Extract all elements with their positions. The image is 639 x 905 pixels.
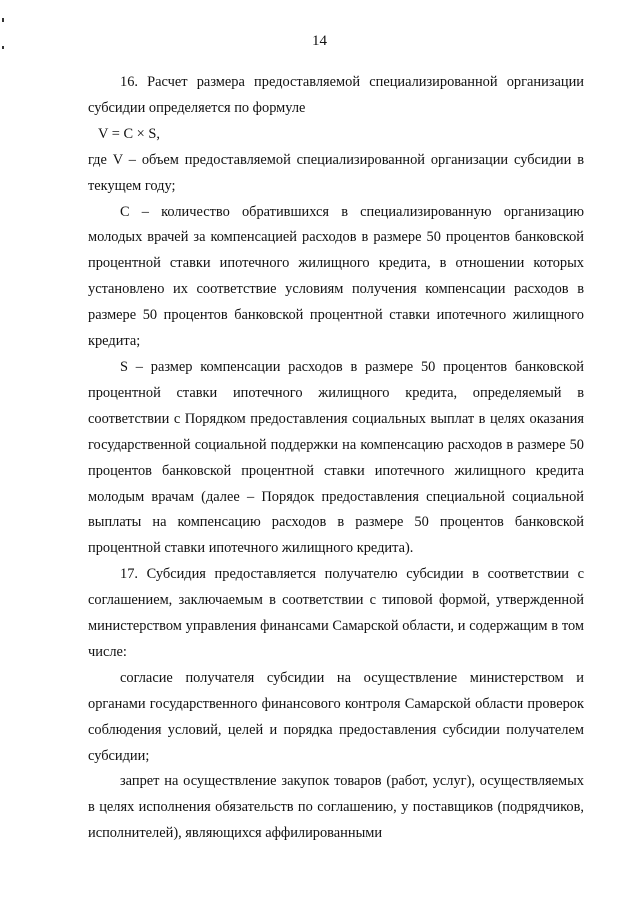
condition-ban: запрет на осуществление закупок товаров (работ, услуг), осуществляемых в целях исполнения обязательств по соглашению, у поставщиков (подрядчиков, исполнителей), являющихся аффилированными [88, 773, 584, 842]
scan-artifact [2, 18, 4, 22]
paragraph-17: 17. Субсидия предоставляется получателю субсидии в соответствии с соглашением, заключаемым в соответствии с типовой формой, утвержденной министерством управления финансами Самарской области, и содержащим в том числе: [88, 566, 584, 660]
definition-s: S – размер компенсации расходов в размере 50 процентов банковской процентной ставки ипотечного жилищного кредита, определяемый в соответствии с Порядком предоставления социальных выплат в целях оказания государственной социальной поддержки на компенсацию расходов в размере 50 процентов банковской процентной ставки ипотечного жилищного кредита молодым врачам (далее – Порядок предоставления специальной социальной выплаты на компенсацию расходов в размере 50 процентов банковской процентной ставки ипотечного жилищного кредита). [88, 358, 584, 557]
definition-c: C – количество обратившихся в специализированную организацию молодых врачей за компенсацией расходов в размере 50 процентов банковской процентной ставки ипотечного жилищного кредита, в отношении которых установлено их соответствие условиям получения компенсации расходов в размере 50 процентов банковской процентной ставки ипотечного жилищного кредита; [88, 203, 584, 350]
paragraph-16: 16. Расчет размера предоставляемой специализированной организации субсидии определяется по формуле [88, 74, 584, 116]
document-body [88, 70, 584, 847]
formula: V = C × S, [98, 125, 160, 142]
page-number: 14 [312, 33, 327, 49]
definition-v: где V – объем предоставляемой специализированной организации субсидии в текущем году; [88, 151, 584, 194]
condition-consent: согласие получателя субсидии на осуществление министерством и органами государственного финансового контроля Самарской области проверок соблюдения условий, целей и порядка предоставления субсидии получателем субсидии; [88, 669, 584, 764]
